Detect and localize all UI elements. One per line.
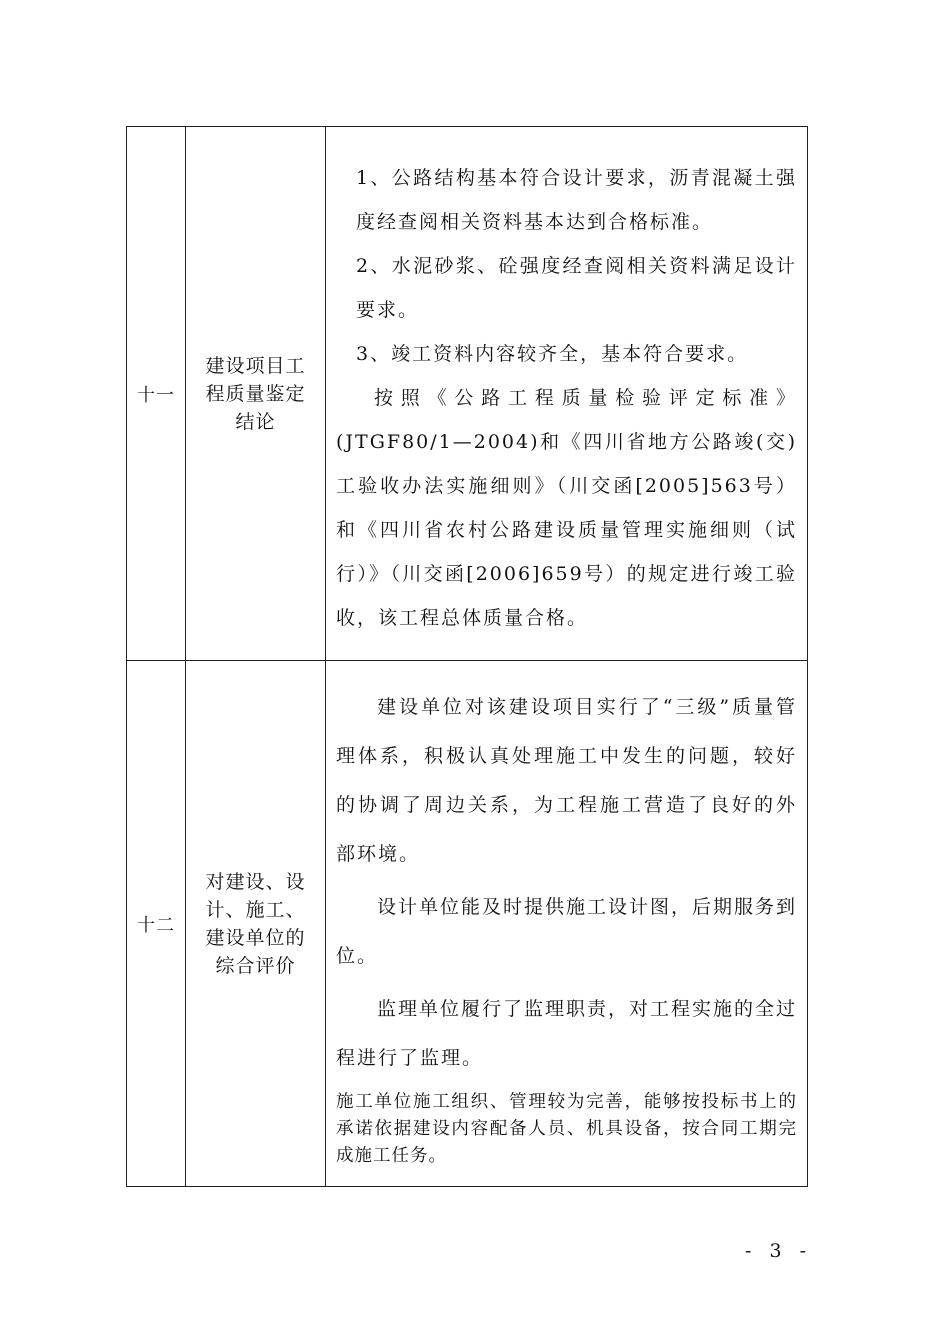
table-row [127, 661, 808, 1187]
paragraph: 监理单位履行了监理职责，对工程实施的全过程进行了监理。 [336, 998, 798, 1069]
row-label-text: 建设项目工程质量鉴定结论 [205, 354, 306, 433]
paragraph: 按照《公路工程质量检验评定标准》(JTGF80/1—2004)和《四川省地方公路竣(交)工验收办法实施细则》（川交函[2005]563号）和《四川省农村公路建设质量管理实施细则（试行）》（川交函[2006]659号）的规定进行竣工验收，该工程总体质量合格。 [336, 386, 797, 629]
paragraph: 1、公路结构基本符合设计要求，沥青混凝土强度经查阅相关资料基本达到合格标准。 [356, 166, 797, 233]
paragraph: 设计单位能及时提供施工设计图，后期服务到位。 [336, 896, 798, 967]
row-content [326, 661, 808, 1187]
row-label [186, 127, 326, 661]
page-number: - 3 - [745, 1240, 813, 1262]
paragraph: 2、水泥砂浆、砼强度经查阅相关资料满足设计要求。 [356, 254, 797, 321]
paragraph: 施工单位施工组织、管理较为完善，能够按投标书上的承诺依据建设内容配备人员、机具设备，按合同工期完成施工任务。 [336, 1092, 797, 1166]
evaluation-table [126, 126, 808, 1187]
row-number: 十一 [127, 127, 186, 661]
row-label [186, 661, 326, 1187]
row-content [326, 127, 808, 661]
paragraph: 3、竣工资料内容较齐全，基本符合要求。 [356, 342, 749, 365]
row-label-text: 对建设、设计、施工、建设单位的综合评价 [205, 870, 306, 977]
table-row [127, 127, 808, 661]
paragraph: 建设单位对该建设项目实行了“三级”质量管理体系，积极认真处理施工中发生的问题，较好的协调了周边关系，为工程施工营造了良好的外部环境。 [336, 696, 797, 865]
row-number: 十二 [127, 661, 186, 1187]
